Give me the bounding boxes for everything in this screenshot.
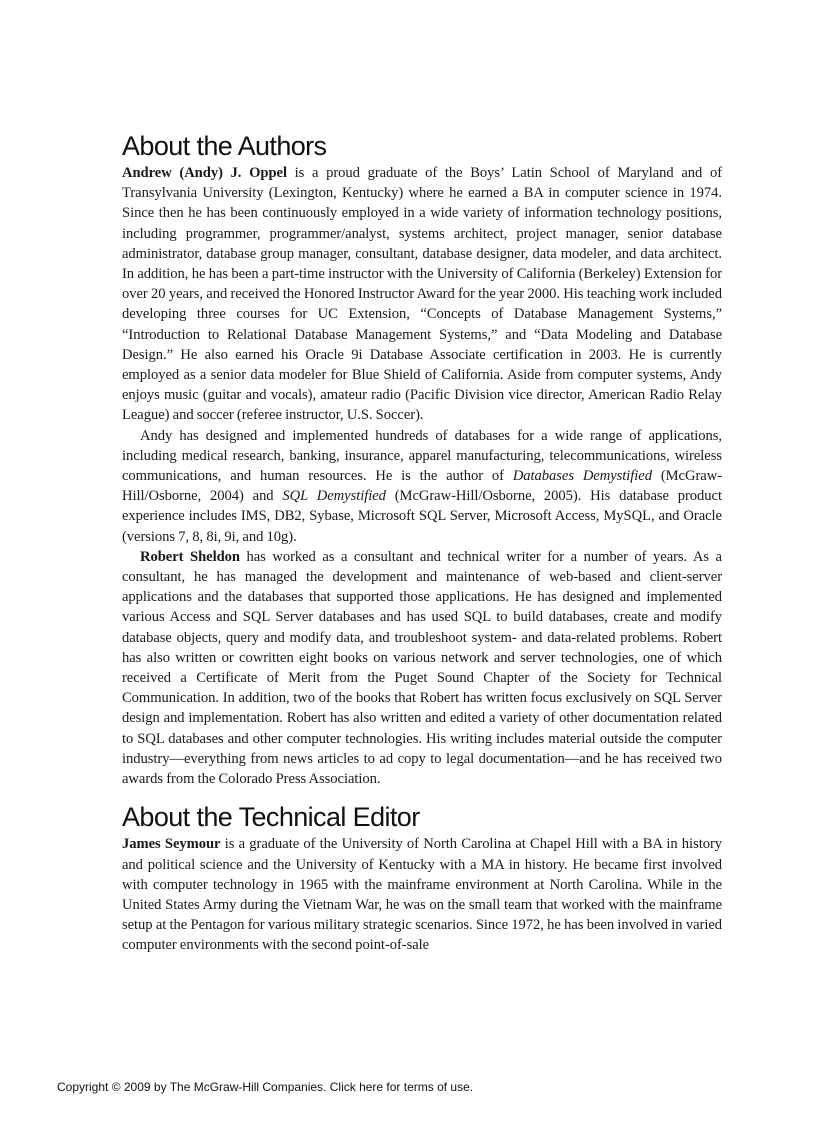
page-content [122, 130, 722, 956]
copyright-footer [57, 1080, 473, 1094]
bio-text-segment: (McGraw-Hill/Osborne, 2005). His database product experience includes IMS, DB2, Sybase, Microsoft SQL Server, Microsoft Access, MySQL, and Oracle (versions 7, 8, 8i, 9i, and 10g). [122, 488, 722, 545]
bio-paragraph-seymour [122, 834, 722, 955]
section-heading-technical-editor: About the Technical Editor [122, 802, 420, 833]
editor-name-seymour: James Seymour [122, 836, 221, 853]
bio-paragraph-oppel-databases [122, 426, 722, 547]
author-name-sheldon: Robert Sheldon [140, 548, 240, 565]
bio-paragraph-oppel [122, 163, 722, 426]
book-title-databases-demystified: Databases Demystified [512, 468, 652, 485]
bio-text-segment: Andy has designed and implemented hundreds of databases for a wide range of applications, including medical research, banking, insurance, apparel manufacturing, telecommunications, wireless communications, and human resources. He is the author of [122, 427, 722, 485]
bio-text-seymour: is a graduate of the University of North Carolina at Chapel Hill with a BA in history and political science and the University of Kentucky with a MA in history. He became first involved with computer technology in 1965 with the mainframe environment at North Carolina. While in the United States Army during the Vietnam War, he was on the small team that worked with the mainframe setup at the Pentagon for various military strategic scenarios. Since 1972, he has been involved in varied computer environments with the second point-of-sale [122, 836, 723, 954]
bio-text-segment: (McGraw-Hill/Osborne, 2004) and [122, 468, 723, 505]
bio-paragraph-sheldon [122, 547, 722, 789]
copyright-text: Copyright © 2009 by The McGraw-Hill Companies. [57, 1080, 330, 1094]
book-title-sql-demystified: SQL Demystified [282, 488, 386, 505]
bio-text-oppel: is a proud graduate of the Boys’ Latin School of Maryland and of Transylvania University (Lexington, Kentucky) where he earned a BA in computer science in 1974. Since then he has been continuously employed in a wide variety of information technology positions, including programmer, programmer/analyst, systems architect, project manager, senior database administrator, database group manager, consultant, database designer, data modeler, and data architect. In addition, he has been a part-time instructor with the University of California (Berkeley) Extension for over 20 years, and received the Honored Instructor Award for the year 2000. His teaching work included developing three courses for UC Extension, “Concepts of Database Management Systems,” “Introduction to Relational Database Management Systems,” and “Data Modeling and Database Design.” He also earned his Oracle 9i Database Associate certification in 2003. He is currently employed as a senior data modeler for Blue Shield of California. Aside from computer systems, Andy enjoys music (guitar and vocals), amateur radio (Pacific Division vice director, American Radio Relay League) and soccer (referee instructor, U.S. Soccer). [122, 165, 723, 424]
author-name-oppel: Andrew (Andy) J. Oppel [122, 165, 287, 181]
section-heading-authors: About the Authors [122, 131, 327, 161]
terms-of-use-link[interactable]: Click here for terms of use. [329, 1080, 474, 1094]
bio-text-sheldon: has worked as a consultant and technical writer for a number of years. As a consultant, he has managed the development and maintenance of web-based and client-server applications and the databases that supported those applications. He has designed and implemented various Access and SQL Server databases and has used SQL to build databases, create and modify database objects, query and modify data, and troubleshoot system- and data-related problems. Robert has also written or cowritten eight books on various network and server technologies, one of which received a Certificate of Merit from the Puget Sound Chapter of the Society for Technical Communication. In addition, two of the books that Robert has written focus exclusively on SQL Server design and implementation. Robert has also written and edited a variety of other documentation related to SQL databases and other computer technologies. His writing includes material outside the computer industry—everything from news articles to ad copy to legal documentation—and he has received two awards from the Colorado Press Association. [122, 548, 722, 788]
